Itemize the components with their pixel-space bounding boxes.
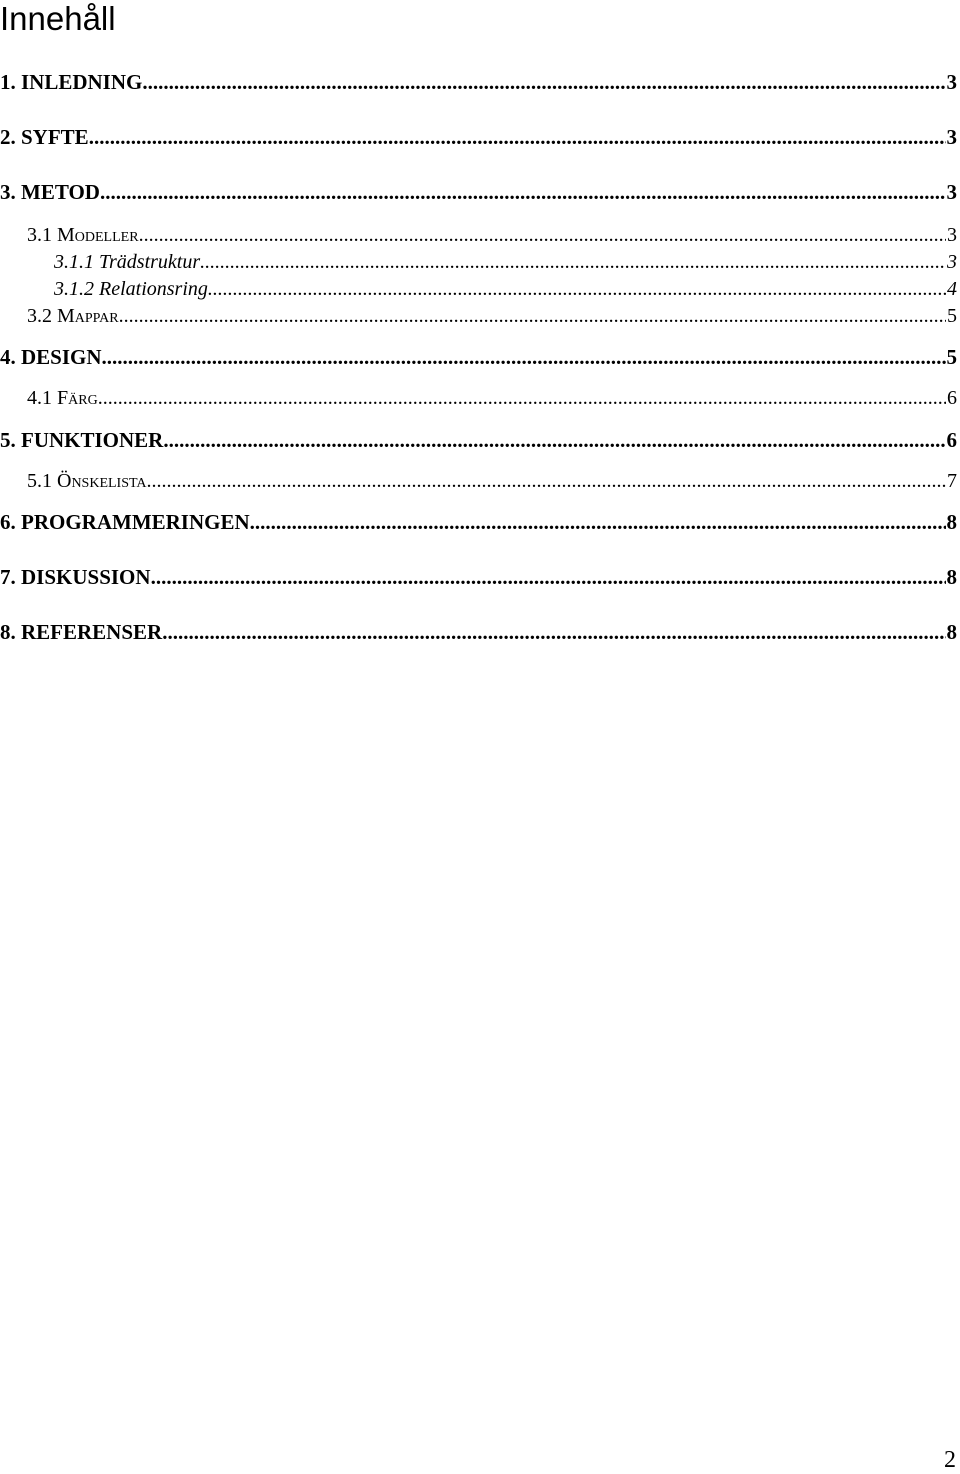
toc-entry-funktioner[interactable] <box>0 426 957 454</box>
toc-entry-label: 3. METOD <box>0 180 100 204</box>
toc-entry-page: 3 <box>947 224 957 246</box>
toc-dot-leader <box>142 68 945 96</box>
toc-entry-farg[interactable] <box>27 385 957 411</box>
toc-entry-label: 3.1.2 Relationsring <box>54 278 208 300</box>
toc-entry-diskussion[interactable] <box>0 563 957 591</box>
toc-entry-relationsring[interactable] <box>54 276 957 302</box>
toc-entry-inledning[interactable] <box>0 68 957 96</box>
toc-entry-label: 3.2 Mappar <box>27 305 119 327</box>
toc-entry-page: 3 <box>947 251 957 273</box>
toc-entry-page: 3 <box>946 180 957 204</box>
toc-entry-design[interactable] <box>0 343 957 371</box>
toc-dot-leader <box>98 385 946 411</box>
toc-dot-leader <box>102 343 946 371</box>
toc-dot-leader <box>89 123 946 151</box>
toc-entry-tradstruktur[interactable] <box>54 249 957 275</box>
toc-entry-page: 4 <box>947 278 957 300</box>
toc-dot-leader <box>163 426 945 454</box>
toc-entry-label: 4. DESIGN <box>0 345 102 369</box>
toc-dot-leader <box>147 468 946 494</box>
toc-entry-label: 7. DISKUSSION <box>0 565 151 589</box>
toc-entry-label: 6. PROGRAMMERINGEN <box>0 510 250 534</box>
toc-dot-leader <box>250 508 946 536</box>
toc-entry-page: 3 <box>946 125 957 149</box>
page-title: Innehåll <box>0 0 116 37</box>
toc-entry-label: 8. REFERENSER <box>0 620 163 644</box>
toc-entry-label: 2. SYFTE <box>0 125 89 149</box>
toc-entry-label: 3.1.1 Trädstruktur <box>54 251 201 273</box>
toc-entry-page: 8 <box>946 565 957 589</box>
toc-entry-modeller[interactable] <box>27 222 957 248</box>
toc-entry-page: 7 <box>947 470 957 492</box>
toc-dot-leader <box>100 178 946 206</box>
toc-entry-page: 5 <box>947 305 957 327</box>
toc-entry-label: 3.1 Modeller <box>27 224 139 246</box>
toc-dot-leader <box>139 222 946 248</box>
toc-entry-page: 5 <box>946 345 957 369</box>
toc-entry-page: 8 <box>946 510 957 534</box>
toc-entry-metod[interactable] <box>0 178 957 206</box>
page-number: 2 <box>944 1447 956 1473</box>
toc-entry-label: 4.1 Färg <box>27 387 98 409</box>
toc-entry-referenser[interactable] <box>0 618 957 646</box>
toc-entry-page: 6 <box>947 387 957 409</box>
toc-entry-mappar[interactable] <box>27 303 957 329</box>
toc-entry-page: 6 <box>946 428 957 452</box>
toc-dot-leader <box>119 303 946 329</box>
toc-dot-leader <box>162 618 945 646</box>
toc-entry-page: 8 <box>946 620 957 644</box>
toc-dot-leader <box>200 249 946 275</box>
toc-entry-page: 3 <box>946 70 957 94</box>
toc-dot-leader <box>208 276 946 302</box>
toc-dot-leader <box>151 563 946 591</box>
toc-entry-programmeringen[interactable] <box>0 508 957 536</box>
toc-entry-onskelista[interactable] <box>27 468 957 494</box>
toc-entry-label: 5. FUNKTIONER <box>0 428 164 452</box>
toc-entry-syfte[interactable] <box>0 123 957 151</box>
toc-entry-label: 5.1 Önskelista <box>27 470 147 492</box>
toc-entry-label: 1. INLEDNING <box>0 70 143 94</box>
